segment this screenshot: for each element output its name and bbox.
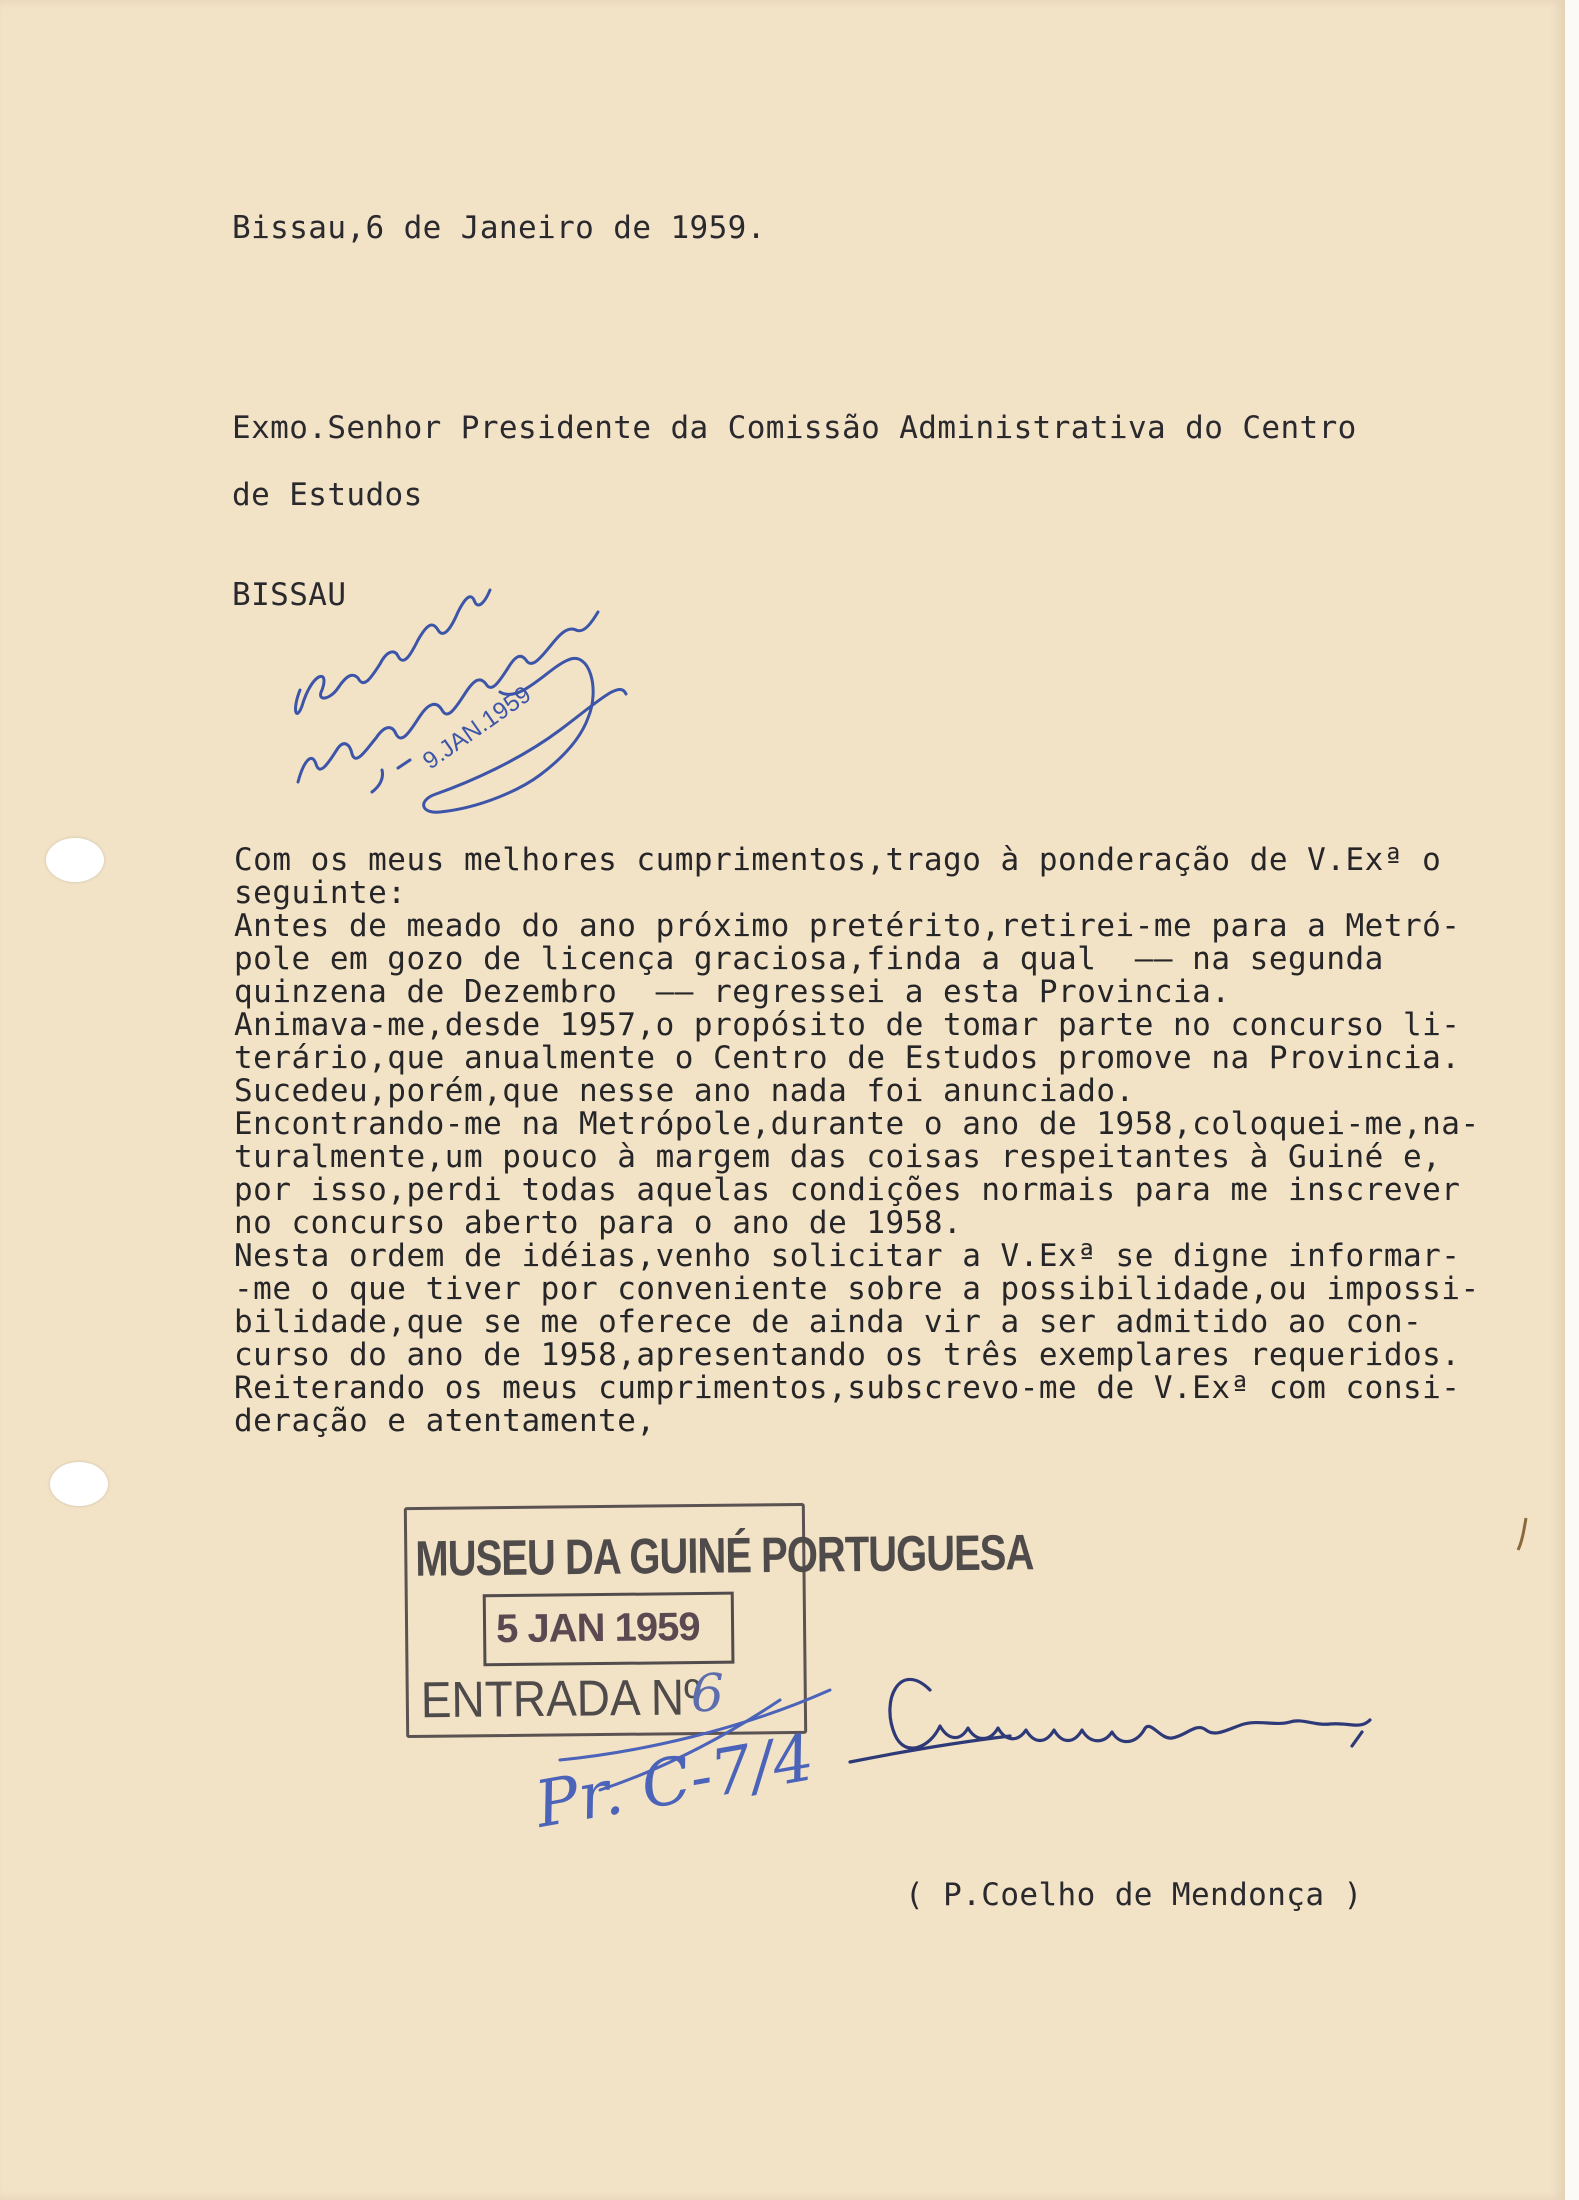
- body-line: quinzena de Dezembro —— regressei a esta Provincia.: [234, 974, 1231, 1010]
- body-line: pole em gozo de licença graciosa,finda a qual —— na segunda: [234, 941, 1384, 977]
- body-line: Animava-me,desde 1957,o propósito de tomar parte no concurso li-: [234, 1007, 1461, 1043]
- recipient-line-2: de Estudos: [232, 477, 423, 513]
- body-line: -me o que tiver por conveniente sobre a possibilidade,ou impossi-: [234, 1271, 1480, 1307]
- body-line: por isso,perdi todas aquelas condições normais para me inscrever: [234, 1172, 1461, 1208]
- body-line: terário,que anualmente o Centro de Estudos promove na Provincia.: [234, 1040, 1461, 1076]
- handwritten-reference: Pr. C-7/4: [530, 1721, 820, 1843]
- annotation-date-stamp: 9.JAN.1959: [417, 680, 537, 775]
- body-line: Reiterando os meus cumprimentos,subscrevo-me de V.Exª com consi-: [234, 1370, 1461, 1406]
- body-line: curso do ano de 1958,apresentando os três exemplares requeridos.: [234, 1337, 1461, 1373]
- body-line: no concurso aberto para o ano de 1958.: [234, 1205, 963, 1241]
- signatory-name: ( P.Coelho de Mendonça ): [905, 1877, 1363, 1913]
- stamp-entry-number: 6: [690, 1663, 725, 1725]
- body-line: Encontrando-me na Metrópole,durante o ano de 1958,coloquei-me,na-: [234, 1106, 1480, 1142]
- date-line: Bissau,6 de Janeiro de 1959.: [232, 210, 766, 246]
- body-line: Sucedeu,porém,que nesse ano nada foi anunciado.: [234, 1073, 1135, 1109]
- body-line: Com os meus melhores cumprimentos,trago à ponderação de V.Exª o: [234, 842, 1442, 878]
- recipient-line-1: Exmo.Senhor Presidente da Comissão Administrativa do Centro: [232, 410, 1357, 446]
- body-line: Antes de meado do ano próximo pretérito,retirei-me para a Metró-: [234, 908, 1461, 944]
- recipient-city: BISSAU: [232, 577, 347, 613]
- body-line: bilidade,que se me oferece de ainda vir a ser admitido ao con-: [234, 1304, 1423, 1340]
- stamp-title: MUSEU DA GUINÉ PORTUGUESA: [415, 1525, 1034, 1587]
- body-line: Nesta ordem de idéias,venho solicitar a V.Exª se digne informar-: [234, 1238, 1461, 1274]
- stamp-entry-label: ENTRADA Nº: [420, 1668, 702, 1729]
- body-line: seguinte:: [234, 875, 407, 911]
- stamp-date: 5 JAN 1959: [495, 1605, 700, 1652]
- body-line: deração e atentamente,: [234, 1403, 656, 1439]
- signature: [850, 1679, 1370, 1762]
- body-line: turalmente,um pouco à margem das coisas respeitantes à Guiné e,: [234, 1139, 1442, 1175]
- margin-mark: [1518, 1518, 1526, 1550]
